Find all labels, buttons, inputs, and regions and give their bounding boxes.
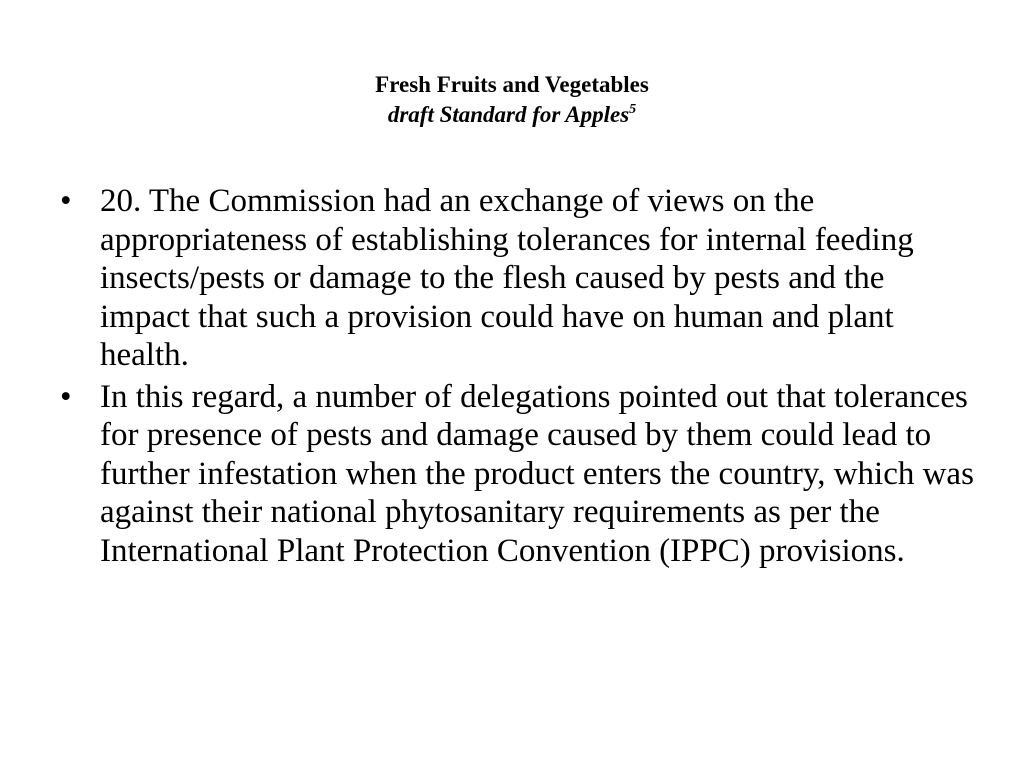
bullet-list bbox=[60, 182, 980, 573]
bullet-text: In this regard, a number of delegations pointed out that tolerances for presence of pests and damage caused by them could lead to further infestation when the product enters the country, which was against their national phytosanitary requirements as per the International Plant Protection Convention (IPPC) provisions. bbox=[100, 378, 974, 569]
slide-title: Fresh Fruits and Vegetables bbox=[375, 72, 649, 97]
bullet-item bbox=[60, 378, 980, 571]
footnote-marker: 5 bbox=[629, 102, 637, 117]
slide-title-block bbox=[0, 70, 1024, 130]
slide-subtitle bbox=[0, 100, 1024, 130]
bullet-marker: • bbox=[60, 378, 72, 415]
slide-subtitle-text: draft Standard for Apples bbox=[387, 102, 630, 127]
bullet-marker: • bbox=[60, 183, 72, 219]
bullet-item bbox=[60, 182, 980, 375]
bullet-text: 20. The Commission had an exchange of views on the appropriateness of establishing tolerances for internal feeding insects/pests or damage to the flesh caused by pests and the impact that such a provision could have on human and plant health. bbox=[100, 183, 914, 373]
